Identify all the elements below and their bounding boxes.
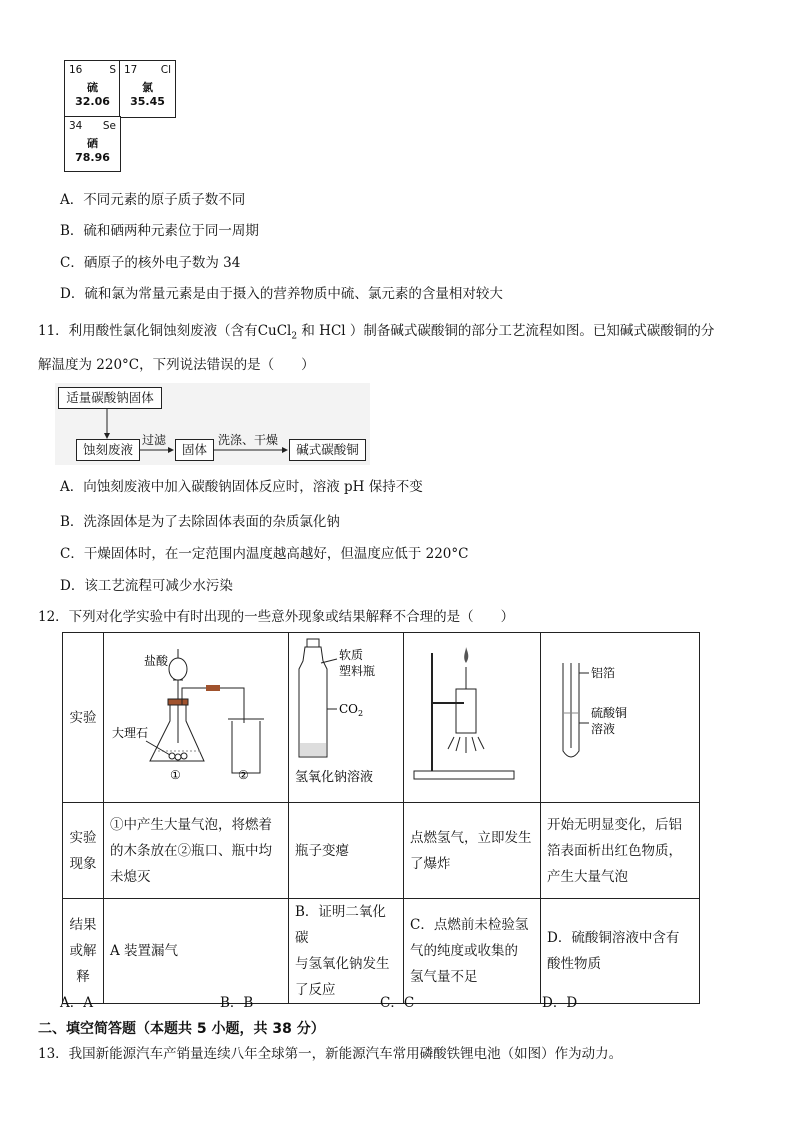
flow-label-wash: 洗涤、干燥 — [218, 433, 279, 447]
q11-stem-line2: 解温度为 220°C，下列说法错误的是（ ） — [38, 357, 315, 373]
element-symbol: Se — [102, 120, 116, 132]
phenomenon-3: 点燃氢气，立即发生 了爆炸 — [404, 803, 541, 899]
q12-stem: 12．下列对化学实验中有时出现的一些意外现象或结果解释不合理的是（ ） — [38, 609, 515, 625]
cell-fig-plastic-bottle — [289, 633, 404, 803]
label-apparatus-1: ① — [170, 768, 181, 782]
atomic-number: 34 — [69, 120, 83, 132]
q12-experiment-table — [62, 632, 700, 1004]
flow-box-waste: 蚀刻废液 — [76, 439, 140, 461]
row-head-result: 结果 或解 释 — [63, 899, 104, 1004]
element-name: 氯 — [142, 81, 153, 94]
element-name: 硒 — [87, 137, 98, 150]
label-cuso4-2: 溶液 — [591, 722, 616, 736]
cell-fig-co2-generator — [104, 633, 289, 803]
co2-generator-apparatus — [104, 633, 288, 793]
label-al-foil: 铝箔 — [591, 666, 616, 680]
element-name: 硫 — [87, 81, 98, 94]
flow-box-solid: 固体 — [175, 439, 214, 461]
q11-stem-pre: 11．利用酸性氯化铜蚀刻废液（含有 — [38, 323, 258, 339]
element-cell-sulfur — [64, 60, 121, 118]
cell-fig-hydrogen-burn — [404, 633, 541, 803]
flow-arrows — [55, 383, 375, 468]
q11-option-b: B．洗涤固体是为了去除固体表面的杂质氯化钠 — [60, 514, 340, 530]
label-naoh-solution: 氢氧化钠溶液 — [295, 770, 374, 785]
atomic-mass: 78.96 — [75, 151, 110, 164]
atomic-number: 17 — [124, 64, 138, 76]
label-soft-plastic-1: 软质 — [339, 648, 364, 662]
q10-option-c: C．硒原子的核外电子数为 34 — [60, 255, 241, 271]
result-4: D．硫酸铜溶液中含有 酸性物质 — [541, 899, 700, 1004]
flow-box-reagent: 适量碳酸钠固体 — [58, 387, 162, 409]
result-3: C．点燃前未检验氢 气的纯度或收集的 氢气量不足 — [404, 899, 541, 1004]
label-soft-plastic-2: 塑料瓶 — [339, 664, 376, 678]
phenomenon-1: ①中产生大量气泡，将燃着 的木条放在②瓶口、瓶中均 未熄灭 — [104, 803, 289, 899]
result-2: B．证明二氧化碳 与氢氧化钠发生 了反应 — [289, 899, 404, 1004]
label-marble: 大理石 — [112, 726, 149, 740]
q11-option-a: A．向蚀刻废液中加入碳酸钠固体反应时，溶液 pH 保持不变 — [60, 479, 423, 495]
section-heading: 二、填空简答题（本题共 5 小题，共 38 分） — [38, 1021, 325, 1037]
plastic-bottle-figure — [289, 633, 403, 793]
atomic-number: 16 — [69, 64, 83, 76]
label-apparatus-2: ② — [238, 768, 249, 782]
element-symbol: Cl — [160, 64, 171, 76]
element-symbol: S — [109, 64, 116, 76]
atomic-mass: 32.06 — [75, 95, 110, 108]
q12-option-c: C．C — [380, 995, 415, 1011]
flow-box-product: 碱式碳酸铜 — [289, 439, 366, 461]
q11-stem-mid: 和 HCl ）制备碱式碳酸铜的部分工艺流程如图。已知碱式碳酸铜的分 — [297, 323, 715, 339]
q10-option-d: D．硫和氯为常量元素是由于摄入的营养物质中硫、氯元素的含量相对较大 — [60, 286, 503, 302]
q12-option-d: D．D — [542, 995, 578, 1011]
q10-option-b: B．硫和硒两种元素位于同一周期 — [60, 223, 259, 239]
hydrogen-burning-apparatus — [404, 633, 540, 793]
q12-option-a: A．A — [60, 995, 93, 1011]
q12-option-b: B．B — [220, 995, 254, 1011]
test-tube-al-foil — [541, 633, 699, 793]
flow-label-filter: 过滤 — [142, 433, 167, 447]
phenomenon-4: 开始无明显变化，后铝 箔表面析出红色物质， 产生大量气泡 — [541, 803, 700, 899]
label-cuso4-1: 硫酸铜 — [591, 706, 628, 720]
q11-option-c: C．干燥固体时，在一定范围内温度越高越好，但温度应低于 220°C — [60, 546, 469, 562]
q11-stem-line1 — [38, 322, 714, 346]
element-cell-chlorine — [119, 60, 176, 118]
row-head-phenomenon: 实验 现象 — [63, 803, 104, 899]
phenomenon-2: 瓶子变瘪 — [289, 803, 404, 899]
element-cell-selenium — [64, 116, 121, 172]
q13-stem: 13．我国新能源汽车产销量连续八年全球第一，新能源汽车常用磷酸铁锂电池（如图）作为动力。 — [38, 1046, 623, 1062]
result-1: A 装置漏气 — [104, 899, 289, 1004]
q11-option-d: D．该工艺流程可减少水污染 — [60, 578, 233, 594]
chem-formula-cucl2: CuCl$_2$ — [257, 323, 298, 342]
label-hydrochloric-acid: 盐酸 — [144, 654, 169, 668]
q10-option-a: A．不同元素的原子质子数不同 — [60, 192, 246, 208]
atomic-mass: 35.45 — [130, 95, 165, 108]
label-co2: $CO_2$ — [339, 702, 364, 718]
row-head-experiment: 实验 — [63, 633, 104, 803]
cell-fig-al-foil — [541, 633, 700, 803]
